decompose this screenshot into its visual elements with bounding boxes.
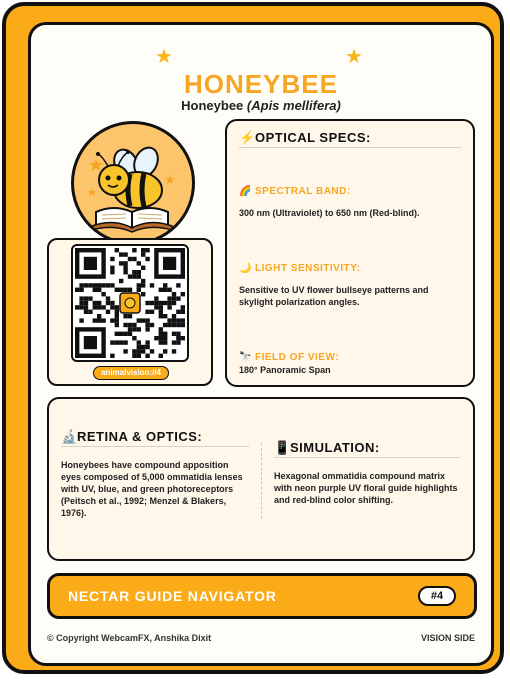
light-sensitivity-label: 🌙 LIGHT SENSITIVITY:	[239, 263, 361, 274]
copyright-text: © Copyright WebcamFX, Anshika Dixit	[47, 633, 212, 643]
card-frame	[2, 2, 504, 674]
simulation-title: 📱SIMULATION:	[274, 440, 380, 455]
mode-banner[interactable]	[47, 573, 477, 619]
bee-avatar	[71, 121, 195, 245]
star-icon: ★	[345, 46, 363, 68]
column-divider	[261, 443, 262, 519]
banner-title: NECTAR GUIDE NAVIGATOR	[68, 588, 277, 604]
bee-reading-icon	[74, 124, 192, 242]
microscope-icon: 🔬	[61, 429, 78, 444]
rainbow-icon: 🌈	[239, 186, 252, 197]
light-sensitivity-value: Sensitive to UV flower bullseye patterns and skylight polarization angles.	[239, 285, 429, 307]
star-icon: ★	[155, 46, 173, 68]
qr-link-label[interactable]: animalvision://4	[93, 366, 169, 380]
latin-name: (Apis mellifera)	[246, 98, 341, 113]
spectral-band-label: 🌈 SPECTRAL BAND:	[239, 186, 351, 197]
divider	[274, 457, 460, 458]
qr-panel	[47, 238, 213, 386]
optical-specs-title: ⚡OPTICAL SPECS:	[239, 130, 371, 145]
common-name: Honeybee	[181, 98, 247, 113]
spectral-band-value: 300 nm (Ultraviolet) to 650 nm (Red-blind).	[239, 208, 420, 218]
card-number-badge: #4	[418, 586, 456, 606]
lightning-icon: ⚡	[239, 130, 256, 145]
card-subtitle	[31, 98, 491, 113]
retina-title: 🔬RETINA & OPTICS:	[61, 429, 203, 444]
telescope-icon: 🔭	[239, 352, 252, 363]
simulation-description: Hexagonal ommatidia compound matrix with neon purple UV floral guide highlights and red-blind color shifting.	[274, 471, 458, 505]
phone-icon: 📱	[274, 440, 291, 455]
field-of-view-value: 180° Panoramic Span	[239, 365, 331, 375]
retina-description: Honeybees have compound apposition eyes composed of 5,000 ommatidia lenses with UV, blue, and green photoreceptors (Peitsch et al., 1992; Menzel & Blakers, 1976).	[61, 460, 243, 518]
divider	[239, 147, 461, 148]
card-title: HONEYBEE	[184, 69, 338, 99]
retina-simulation-panel	[47, 397, 475, 561]
optical-specs-panel	[225, 119, 475, 387]
moon-icon: 🌙	[239, 263, 252, 274]
qr-code[interactable]	[71, 244, 189, 362]
trading-card	[28, 22, 494, 666]
divider	[61, 446, 249, 447]
card-side-label: VISION SIDE	[420, 633, 475, 643]
field-of-view-label: 🔭 FIELD OF VIEW:	[239, 352, 340, 363]
